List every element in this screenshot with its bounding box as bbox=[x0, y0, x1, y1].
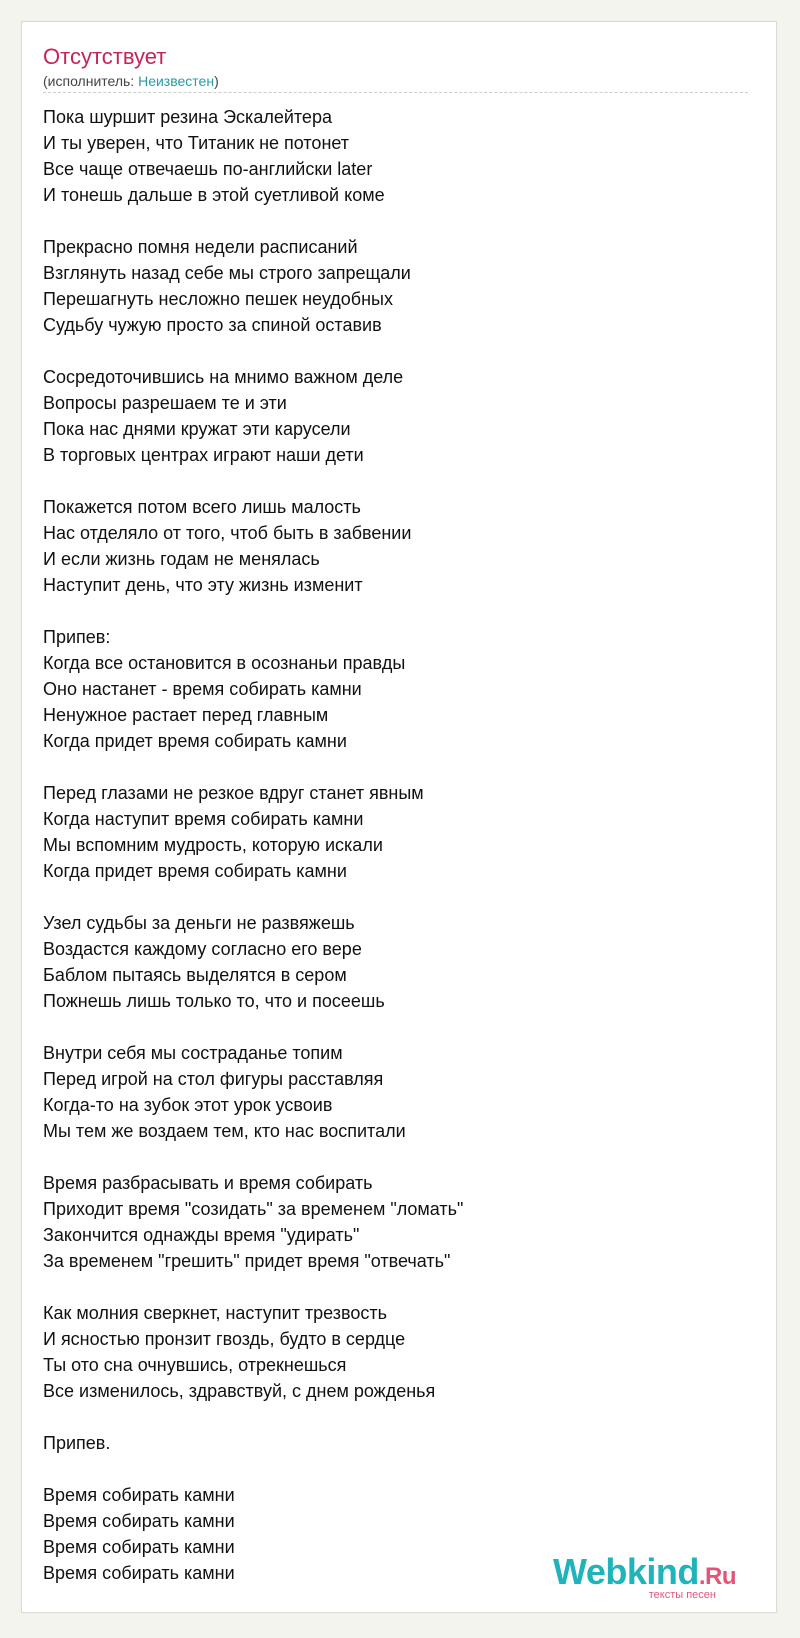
lyric-line: И ты уверен, что Титаник не потонет bbox=[43, 133, 350, 153]
lyric-line: Все изменилось, здравствуй, с днем рожденья bbox=[43, 1381, 436, 1401]
lyric-line: Когда наступит время собирать камни bbox=[43, 809, 364, 829]
lyric-line: Пожнешь лишь только то, что и посеешь bbox=[43, 991, 385, 1011]
lyric-line: Прекрасно помня недели расписаний bbox=[43, 237, 358, 257]
stanza-gap bbox=[43, 468, 463, 494]
lyric-line: Мы тем же воздаем тем, кто нас воспитали bbox=[43, 1121, 406, 1141]
stanza-gap bbox=[43, 338, 463, 364]
lyric-line: Все чаще отвечаешь по-английски later bbox=[43, 159, 373, 179]
lyric-line: Судьбу чужую просто за спиной оставив bbox=[43, 315, 382, 335]
artist-line bbox=[43, 73, 219, 89]
lyric-line: Оно настанет - время собирать камни bbox=[43, 679, 362, 699]
lyric-line: И ясностью пронзит гвоздь, будто в сердце bbox=[43, 1329, 406, 1349]
lyric-line: Когда придет время собирать камни bbox=[43, 731, 347, 751]
lyric-line: Закончится однажды время "удирать" bbox=[43, 1225, 360, 1245]
lyric-line: Время собирать камни bbox=[43, 1511, 235, 1531]
stanza-gap bbox=[43, 754, 463, 780]
artist-prefix: (исполнитель: bbox=[43, 73, 139, 89]
lyric-line: Баблом пытаясь выделятся в сером bbox=[43, 965, 347, 985]
title-divider bbox=[43, 92, 748, 93]
stanza-gap bbox=[43, 1456, 463, 1482]
lyric-line: Перешагнуть несложно пешек неудобных bbox=[43, 289, 393, 309]
stanza-gap bbox=[43, 1404, 463, 1430]
stanza-gap bbox=[43, 598, 463, 624]
lyric-line: Когда придет время собирать камни bbox=[43, 861, 347, 881]
lyric-line: Ненужное растает перед главным bbox=[43, 705, 329, 725]
song-title: Отсутствует bbox=[43, 44, 167, 69]
lyric-line: И если жизнь годам не менялась bbox=[43, 549, 320, 569]
stanza-gap bbox=[43, 884, 463, 910]
logo-tld: .Ru bbox=[698, 1563, 736, 1590]
lyric-line: Припев. bbox=[43, 1433, 111, 1453]
lyric-line: Внутри себя мы состраданье топим bbox=[43, 1043, 343, 1063]
lyric-line: Воздастся каждому согласно его вере bbox=[43, 939, 362, 959]
lyric-line: Когда все остановится в осознаньи правды bbox=[43, 653, 406, 673]
lyric-line: И тонешь дальше в этой суетливой коме bbox=[43, 185, 385, 205]
stanza-gap bbox=[43, 1014, 463, 1040]
lyric-line: Наступит день, что эту жизнь изменит bbox=[43, 575, 363, 595]
lyric-line: Сосредоточившись на мнимо важном деле bbox=[43, 367, 404, 387]
lyric-line: Как молния сверкнет, наступит трезвость bbox=[43, 1303, 388, 1323]
lyric-line: Время собирать камни bbox=[43, 1563, 235, 1583]
lyric-line: Мы вспомним мудрость, которую искали bbox=[43, 835, 383, 855]
lyrics-text bbox=[43, 104, 463, 1586]
lyrics-card bbox=[21, 21, 777, 1613]
lyric-line: Припев: bbox=[43, 627, 111, 647]
stanza-gap bbox=[43, 208, 463, 234]
lyric-line: Перед глазами не резкое вдруг станет явным bbox=[43, 783, 424, 803]
lyric-line: Ты ото сна очнувшись, отрекнешься bbox=[43, 1355, 347, 1375]
stanza-gap bbox=[43, 1274, 463, 1300]
lyric-line: Взглянуть назад себе мы строго запрещали bbox=[43, 263, 411, 283]
stanza-gap bbox=[43, 1144, 463, 1170]
lyric-line: Перед игрой на стол фигуры расставляя bbox=[43, 1069, 384, 1089]
lyric-line: Нас отделяло от того, чтоб быть в забвении bbox=[43, 523, 412, 543]
lyric-line: Когда-то на зубок этот урок усвоив bbox=[43, 1095, 333, 1115]
lyric-line: Вопросы разрешаем те и эти bbox=[43, 393, 287, 413]
lyric-line: В торговых центрах играют наши дети bbox=[43, 445, 364, 465]
lyric-line: За временем "грешить" придет время "отвечать" bbox=[43, 1251, 451, 1271]
artist-suffix: ) bbox=[214, 73, 219, 89]
lyric-line: Приходит время "созидать" за временем "ломать" bbox=[43, 1199, 464, 1219]
lyric-line: Пока шуршит резина Эскалейтера bbox=[43, 107, 332, 127]
lyric-line: Покажется потом всего лишь малость bbox=[43, 497, 361, 517]
artist-link[interactable]: Неизвестен bbox=[138, 73, 215, 89]
lyric-line: Время собирать камни bbox=[43, 1537, 235, 1557]
lyric-line: Узел судьбы за деньги не развяжешь bbox=[43, 913, 355, 933]
lyric-line: Время собирать камни bbox=[43, 1485, 235, 1505]
lyric-line: Время разбрасывать и время собирать bbox=[43, 1173, 373, 1193]
webkind-logo[interactable] bbox=[546, 1552, 736, 1600]
logo-tagline: тексты песен bbox=[648, 1589, 716, 1601]
logo-main-text: Webkind bbox=[552, 1551, 699, 1592]
lyric-line: Пока нас днями кружат эти карусели bbox=[43, 419, 351, 439]
